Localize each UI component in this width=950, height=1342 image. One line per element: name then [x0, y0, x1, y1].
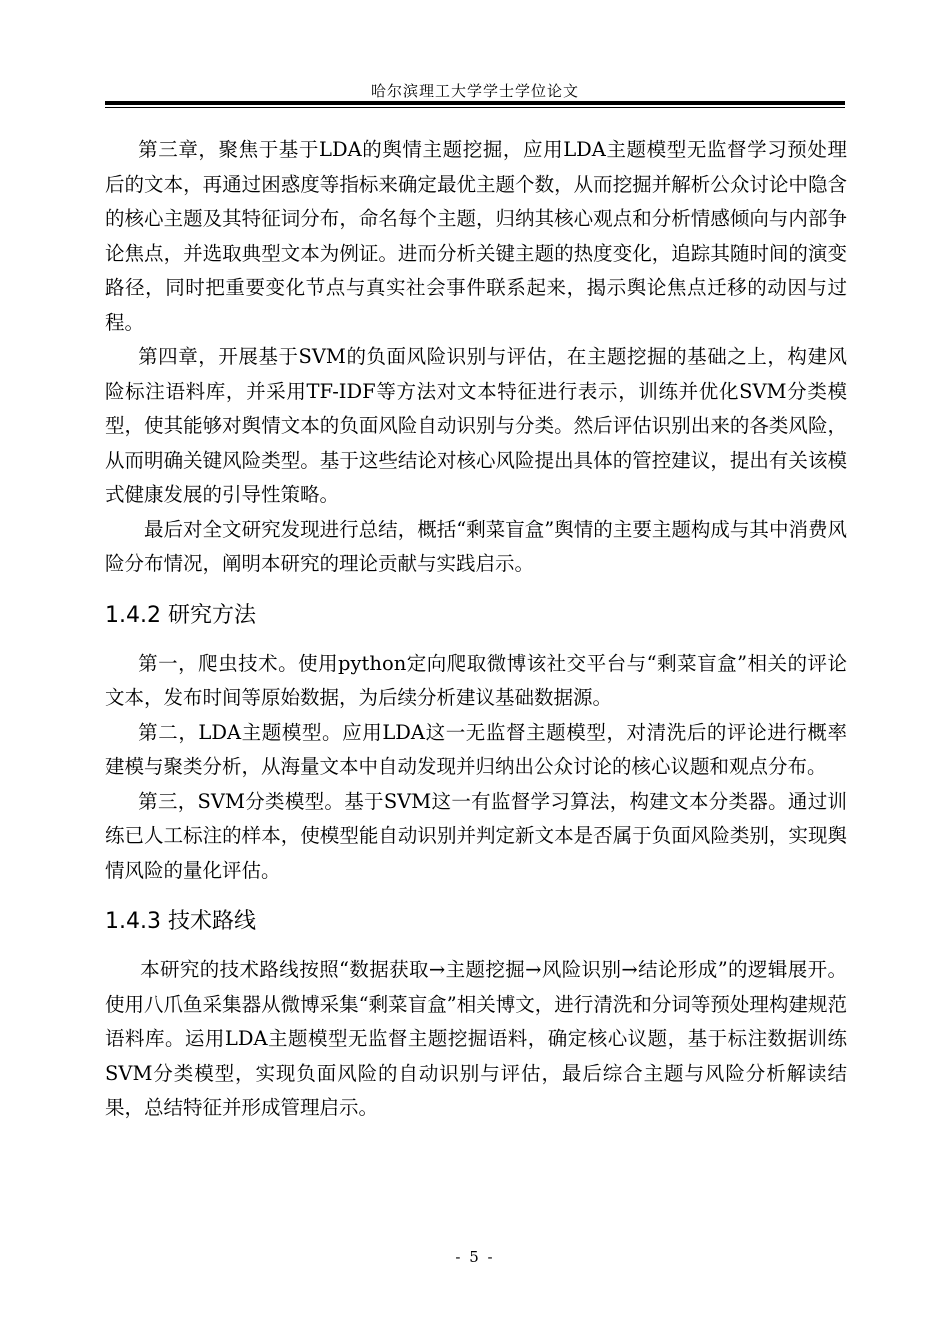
running-header: 哈尔滨理工大学学士学位论文	[370, 82, 579, 100]
header-rule-thick	[105, 101, 845, 105]
paragraph-method-crawler: 第一，爬虫技术。使用python定向爬取微博该社交平台与“剩菜盲盒”相关的评论文本，发布时间等原始数据，为后续分析建议基础数据源。	[105, 651, 847, 709]
page-number: - 5 -	[455, 1248, 495, 1266]
paragraph-conclusion: 最后对全文研究发现进行总结，概括“剩菜盲盒”舆情的主要主题构成与其中消费风险分布情况，阐明本研究的理论贡献与实践启示。	[105, 517, 847, 575]
paragraph-technical-route: 本研究的技术路线按照“数据获取→主题挖掘→风险识别→结论形成”的逻辑展开。使用八爪鱼采集器从微博采集“剩菜盲盒”相关博文，进行清洗和分词等预处理构建规范语料库。运用LDA主题模型无监督主题挖掘语料，确定核心议题，基于标注数据训练SVM分类模型，实现负面风险的自动识别与评估，最后综合主题与风险分析解读结果，总结特征并形成管理启示。	[105, 958, 847, 1119]
section-heading-1-4-2: 1.4.2 研究方法	[105, 602, 256, 628]
paragraph-chapter-3: 第三章，聚焦于基于LDA的舆情主题挖掘，应用LDA主题模型无监督学习预处理后的文本，再通过困惑度等指标来确定最优主题个数，从而挖掘并解析公众讨论中隐含的核心主题及其特征词分布，命名每个主题，归纳其核心观点和分析情感倾向与内部争论焦点，并选取典型文本为例证。进而分析关键主题的热度变化，追踪其随时间的演变路径，同时把重要变化节点与真实社会事件联系起来，揭示舆论焦点迁移的动因与过程。	[105, 138, 847, 334]
main-content	[105, 133, 847, 1126]
paragraph-method-lda: 第二，LDA主题模型。应用LDA这一无监督主题模型，对清洗后的评论进行概率建模与聚类分析，从海量文本中自动发现并归纳出公众讨论的核心议题和观点分布。	[105, 720, 847, 778]
section-heading-1-4-3: 1.4.3 技术路线	[105, 909, 256, 934]
header-rule-thin	[105, 107, 845, 108]
paragraph-method-svm: 第三，SVM分类模型。基于SVM这一有监督学习算法，构建文本分类器。通过训练已人工标注的样本，使模型能自动识别并判定新文本是否属于负面风险类别，实现舆情风险的量化评估。	[105, 789, 847, 882]
paragraph-chapter-4: 第四章，开展基于SVM的负面风险识别与评估，在主题挖掘的基础之上，构建风险标注语料库，并采用TF-IDF等方法对文本特征进行表示，训练并优化SVM分类模型，使其能够对舆情文本的负面风险自动识别与分类。然后评估识别出来的各类风险，从而明确关键风险类型。基于这些结论对核心风险提出具体的管控建议，提出有关该模式健康发展的引导性策略。	[105, 345, 847, 506]
